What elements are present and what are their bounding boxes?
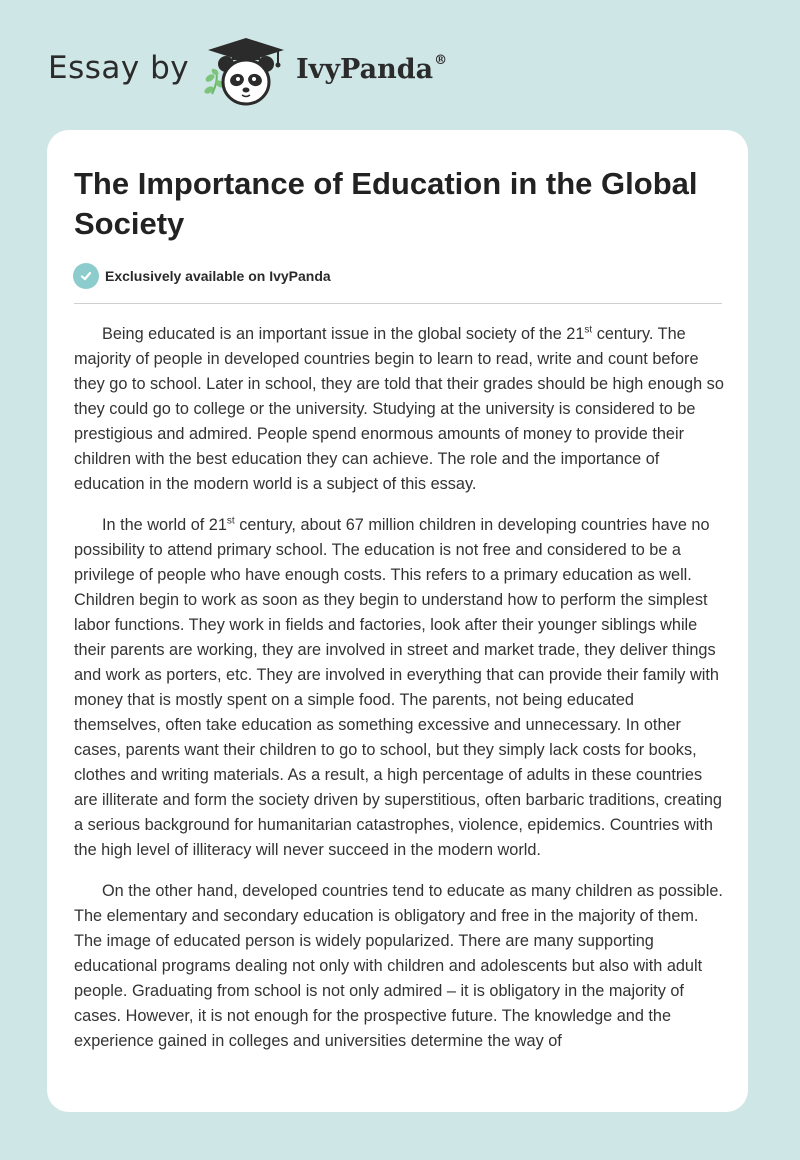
badge-label: Exclusively available on IvyPanda <box>105 268 331 284</box>
essay-body <box>74 322 724 1070</box>
paragraph-text: century, about 67 million children in developing countries have no possibility to attend primary school. The education is not free and considered to be a privilege of people who have enough costs. This refers to a primary education as well. Children begin to work as soon as they begin to understand how to perform the simplest labor functions. They work in fields and factories, look after their younger siblings while their parents are working, they are involved in street and market trade, they deliver things and work as porters, etc. They are involved in everything that can provide their family with money that is mostly spent on a simple food. The parents, not being educated themselves, often take education as something excessive and unnecessary. In other cases, parents want their children to go to school, but they simply lack costs for books, clothes and writing materials. As a result, a high percentage of adults in these countries are illiterate and form the society driven by superstitious, often barbaric traditions, creating a serious background for humanitarian catastrophes, violence, epidemics. Countries with the high level of illiteracy will never succeed in the modern world. <box>74 516 722 859</box>
paragraph-text: Being educated is an important issue in the global society of the 21 <box>102 325 585 343</box>
brand-text: IvyPanda <box>296 54 434 85</box>
exclusive-badge <box>73 263 331 289</box>
essay-card <box>47 130 748 1112</box>
divider <box>74 303 722 304</box>
paragraph <box>74 513 724 863</box>
superscript: st <box>584 324 593 336</box>
site-header <box>0 0 800 120</box>
paragraph <box>74 322 724 497</box>
registered-mark: ® <box>434 53 448 68</box>
brand-name[interactable] <box>296 54 447 85</box>
superscript: st <box>226 515 235 527</box>
paragraph-text: On the other hand, developed countries tend to educate as many children as possible. The elementary and secondary education is obligatory and free in the majority of them. The image of educated person is widely popularized. There are many supporting educational programs dealing not only with children and adolescents but also with adult people. Graduating from school is not only admired – it is obligatory in the majority of cases. However, it is not enough for the prospective future. The knowledge and the experience gained in colleges and universities determine the way of <box>74 882 723 1050</box>
paragraph-text: In the world of 21 <box>102 516 227 534</box>
essay-by-label: Essay by <box>48 50 190 86</box>
essay-title: The Importance of Education in the Global Society <box>74 166 698 241</box>
check-icon <box>73 263 99 289</box>
paragraph-text: century. The majority of people in developed countries begin to learn to read, write and count before they go to school. Later in school, they are told that their grades should be high enough so they could go to college or the university. Studying at the university is considered to be prestigious and admired. People spend enormous amounts of money to provide their children with the best education they can achieve. The role and the importance of education in the modern world is a subject of this essay. <box>74 325 724 493</box>
paragraph <box>74 879 724 1054</box>
panda-logo-icon[interactable] <box>200 34 292 110</box>
